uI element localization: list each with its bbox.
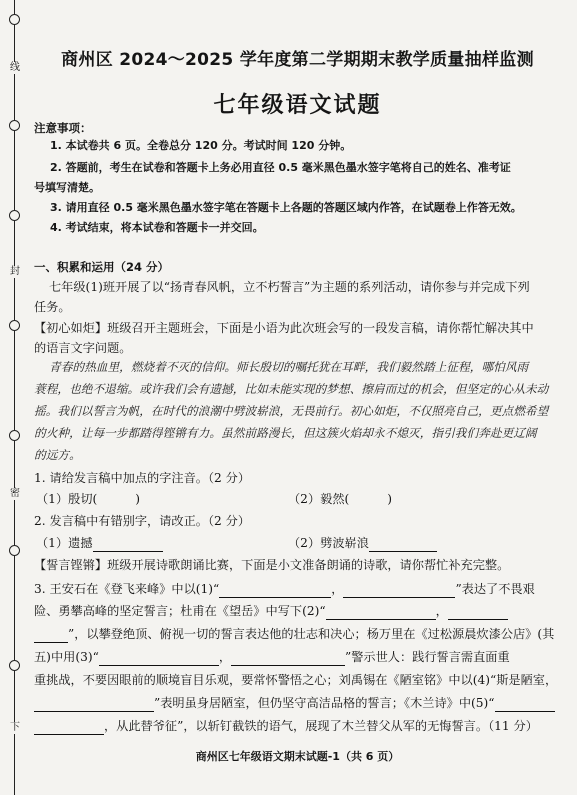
- question-1-stem: 1. 请给发言稿中加点的字注音。（2 分）: [34, 471, 251, 485]
- section-intro: 七年级(1)班开展了以“扬青春风帆，立不朽誓言”为主题的系列活动，请你参与并完成下列: [49, 280, 530, 294]
- question-3-line: [34, 694, 555, 712]
- question-2a-label: （1）遗撼: [36, 536, 93, 550]
- question-2b-label: （2）劈波崭浪: [288, 536, 369, 550]
- speech-line: 的火种，让每一步都踏得铿锵有力。虽然前路漫长，但这簇火焰却永不熄灭，指引我们奔赴更辽阔: [34, 426, 537, 440]
- answer-blank[interactable]: [231, 651, 345, 666]
- answer-blank[interactable]: [99, 651, 219, 666]
- notice-heading: 注意事项：: [34, 121, 92, 135]
- q3-text: ，: [331, 582, 344, 596]
- q3-text: ”警示世人：践行誓言需直面重: [345, 650, 510, 664]
- notice-item: 2. 答题前，考生在试卷和答题卡上务必用直径 0.5 毫米黑色墨水签字笔将自己的姓名、准考证: [50, 161, 511, 174]
- exam-title: 商州区 2024～2025 学年度第二学期期末教学质量抽样监测: [61, 50, 534, 70]
- binding-circle: [9, 430, 20, 441]
- q3-text: ”表达了不畏艰: [455, 582, 535, 596]
- notice-item: 3. 请用直径 0.5 毫米黑色墨水签字笔在答题卡上各题的答题区域内作答，在试题卷上作答无效。: [50, 201, 522, 214]
- paren-close: ): [387, 492, 393, 506]
- section-heading: 一、积累和运用（24 分）: [34, 260, 170, 274]
- question-3-line: 重挑战，不要因眼前的顺境盲目乐观，要常怀警悟之心；刘禹锡在《陋室铭》中以(4)“斯是陋室，: [34, 673, 558, 687]
- speech-line: 蓑程，也绝不退缩。或许我们会有遗撼，比如未能实现的梦想、擦肩而过的机会，但坚定的心从未动: [34, 382, 549, 396]
- q3-text: ”表明虽身居陋室，但仍坚守高洁品格的誓言；《木兰诗》中(5)“: [154, 696, 495, 710]
- question-3-line: [34, 580, 535, 598]
- binding-circle: [9, 320, 20, 331]
- question-1a: [36, 490, 140, 508]
- binding-char-xian: 线: [10, 62, 20, 73]
- q3-text: ，: [435, 604, 448, 618]
- task1-instruction: 的语言文字问题。: [34, 341, 132, 355]
- speech-line: 的远方。: [34, 448, 81, 462]
- speech-line: 青春的热血里，燃烧着不灭的信仰。师长殷切的嘱托犹在耳畔，我们毅然踏上征程，哪怕风雨: [49, 360, 529, 374]
- page-footer: 商州区七年级语文期末试题-1（共 6 页）: [195, 750, 400, 763]
- notice-item: 1. 本试卷共 6 页。全卷总分 120 分。考试时间 120 分钟。: [50, 139, 352, 152]
- binding-circle: [9, 120, 20, 131]
- answer-blank[interactable]: [326, 605, 436, 620]
- answer-blank[interactable]: [495, 697, 555, 712]
- question-3-line: [34, 625, 554, 643]
- task1-instruction: 【初心如炬】班级召开主题班会，下面是小语为此次班会写的一段发言稿，请你帮忙解决其中: [34, 321, 534, 335]
- binding-circle: [9, 545, 20, 556]
- q3-text: 险、勇攀高峰的坚定誓言；杜甫在《望岳》中写下(2)“: [34, 604, 326, 618]
- q3-text: ，从此替爷征”，以斩钉截铁的语气，展现了木兰替父从军的无悔誓言。（11 分）: [104, 719, 538, 733]
- answer-blank[interactable]: [219, 583, 331, 598]
- notice-item: 4. 考试结束，将本试卷和答题卡一并交回。: [50, 221, 264, 234]
- question-2-stem: 2. 发言稿中有错别字，请改正。（2 分）: [34, 514, 251, 528]
- binding-circle: [9, 210, 20, 221]
- notice-item: 号填写清楚。: [34, 181, 100, 194]
- question-1b-label: （2）毅然(: [288, 492, 350, 506]
- q3-text: 五)中用(3)“: [34, 650, 99, 664]
- question-1b: [288, 490, 392, 508]
- question-3-line: [34, 602, 508, 620]
- answer-blank[interactable]: [448, 605, 508, 620]
- answer-blank[interactable]: [93, 537, 163, 552]
- binding-char-xia: 下: [10, 722, 20, 733]
- answer-blank[interactable]: [34, 628, 68, 643]
- question-3-line: [34, 648, 510, 666]
- q3-text: 3. 王安石在《登飞来峰》中以(1)“: [34, 582, 220, 596]
- answer-blank[interactable]: [34, 720, 104, 735]
- speech-passage: [34, 356, 561, 466]
- paren-close: ): [135, 492, 141, 506]
- binding-char-mi: 密: [10, 488, 20, 499]
- answer-blank[interactable]: [343, 583, 455, 598]
- section-intro: 任务。: [34, 300, 71, 314]
- binding-circle: [9, 14, 20, 25]
- q3-text: ，: [218, 650, 231, 664]
- question-2a: [36, 534, 163, 552]
- binding-char-feng: 封: [10, 266, 20, 277]
- q3-text: ”，以攀登绝顶、俯视一切的誓言表达他的壮志和决心；杨万里在《过松源晨炊漆公店》(其: [68, 627, 555, 641]
- answer-blank[interactable]: [369, 537, 437, 552]
- question-2b: [288, 534, 437, 552]
- exam-subtitle: 七年级语文试题: [213, 93, 382, 118]
- task2-instruction: 【誓言铿锵】班级开展诗歌朗诵比赛，下面是小文准备朗诵的诗歌，请你帮忙补充完整。: [34, 558, 510, 572]
- question-3-line: [34, 717, 538, 735]
- answer-blank[interactable]: [34, 697, 154, 712]
- question-1a-label: （1）殷切(: [36, 492, 98, 506]
- speech-line: 摇。我们以誓言为帆，在时代的浪潮中劈波崭浪，无畏前行。初心如炬，不仅照亮自己，更点燃希望: [34, 404, 549, 418]
- binding-circle: [9, 660, 20, 671]
